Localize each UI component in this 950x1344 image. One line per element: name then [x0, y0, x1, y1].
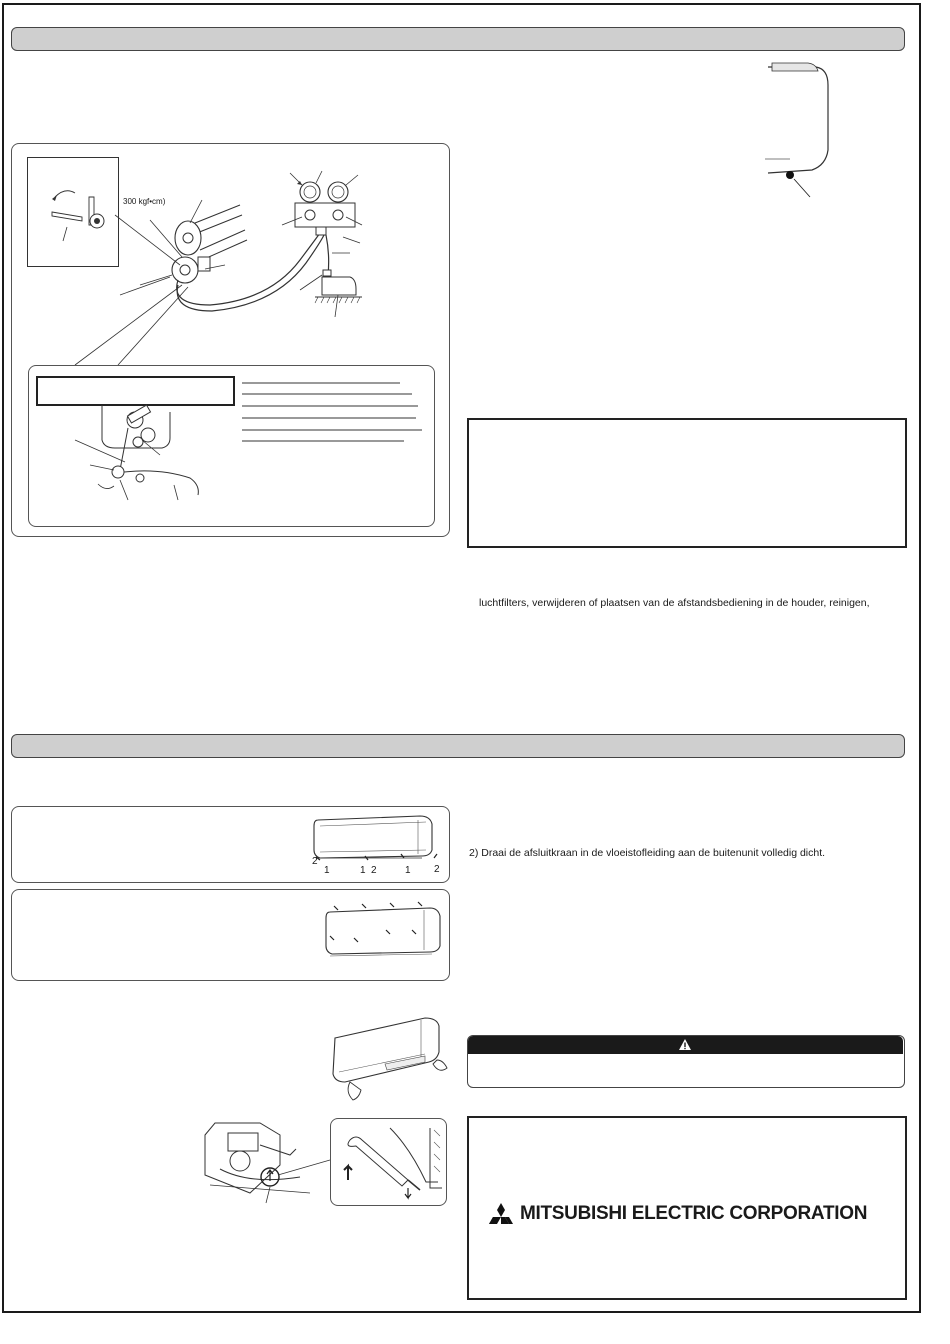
- screwdriver-detail-drawing: [330, 1118, 445, 1204]
- front-panel-close-drawing: [320, 900, 445, 965]
- section-header-bar-top: [11, 27, 905, 51]
- unit-removal-drawing: [325, 1012, 450, 1107]
- torque-label: 300 kgf•cm): [123, 197, 166, 206]
- indoor-unit-side-figure: [750, 55, 840, 200]
- caution-box: [467, 418, 907, 548]
- detail-text-lines: [240, 380, 430, 450]
- panel-number-1: 2: [312, 856, 318, 867]
- panel-number-3: 1: [360, 865, 366, 876]
- three-diamond-logo-icon: [487, 1203, 515, 1227]
- panel-number-2: 1: [324, 865, 330, 876]
- internal-mechanism-drawing: [200, 1115, 325, 1205]
- warning-triangle-icon: [678, 1038, 692, 1051]
- step-two-text: 2) Draai de afsluitkraan in de vloeistofleiding aan de buitenunit volledig dicht.: [469, 847, 826, 859]
- section-header-bar-bottom: [11, 734, 905, 758]
- panel-number-4: 2: [371, 865, 377, 876]
- valve-piping-drawing: [110, 165, 430, 355]
- hex-key-drawing: [27, 157, 117, 265]
- detail-valve-drawing: [70, 400, 210, 510]
- panel-number-5: 1: [405, 865, 411, 876]
- panel-number-6: 2: [434, 864, 440, 875]
- maintenance-sentence: luchtfilters, verwijderen of plaatsen van de afstandsbediening in de houder, reinigen,: [479, 597, 870, 609]
- company-name: MITSUBISHI ELECTRIC CORPORATION: [520, 1203, 868, 1224]
